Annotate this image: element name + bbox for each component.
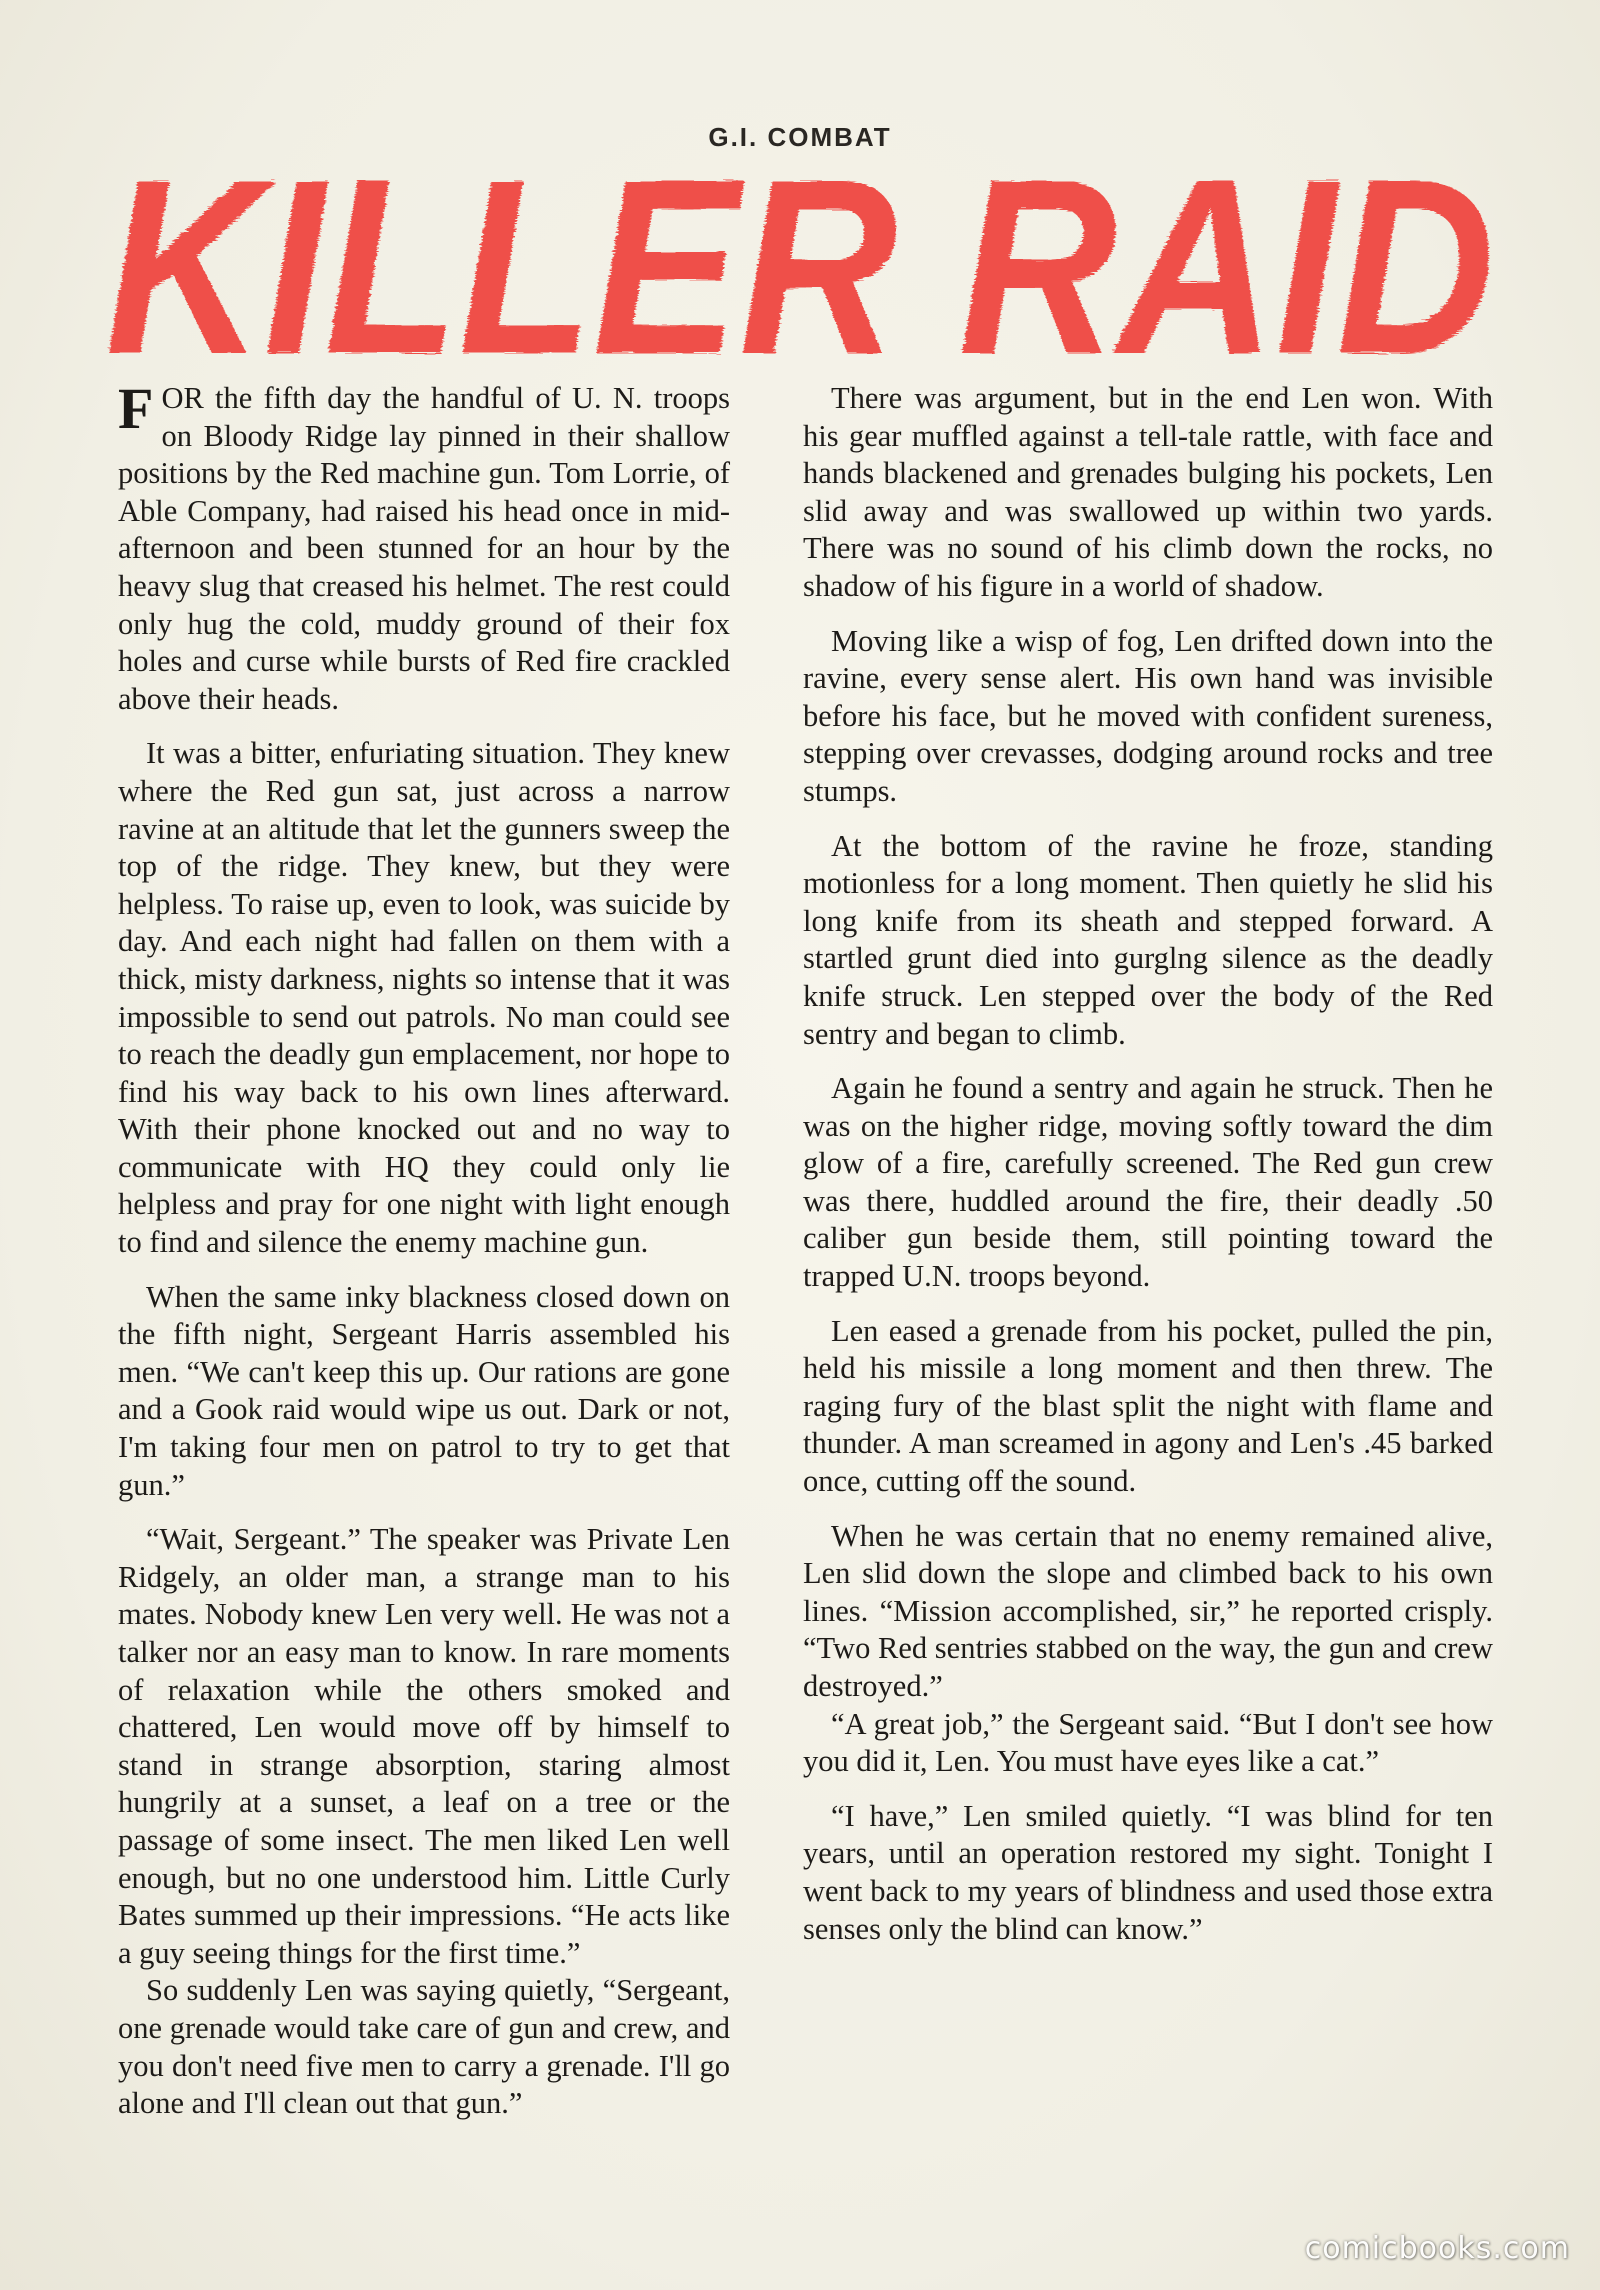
story-title-graphic [100, 148, 1500, 378]
paragraph-8: At the bottom of the ravine he froze, standing motionless for a long moment. Then quietly he slid his long knife from its sheath and stepped forward. A startled grunt died into gurglng silence as the deadly knife struck. Len stepped over the body of the Red sentry and began to climb. [803, 828, 1493, 1051]
story-title-text: KILLER RAID [105, 148, 1495, 378]
paragraph-10: Len eased a grenade from his pocket, pulled the pin, held his missile a long moment and then threw. The raging fury of the blast split the night with flame and thunder. A man screamed in agony and Len's .45 barked once, cutting off the sound. [803, 1313, 1493, 1499]
paragraph-12: “A great job,” the Sergeant said. “But I don't see how you did it, Len. You must have eyes like a cat.” [803, 1706, 1493, 1779]
paragraph-9: Again he found a sentry and again he struck. Then he was on the higher ridge, moving softly toward the dim glow of a fire, carefully screened. The Red gun crew was there, huddled around the fire, their deadly .50 caliber gun beside them, still pointing toward the trapped U.N. troops beyond. [803, 1071, 1493, 1294]
right-column [803, 380, 1493, 1965]
paragraph-11: When he was certain that no enemy remained alive, Len slid down the slope and climbed back to his own lines. “Mission accomplished, sir,” he reported crisply. “Two Red sentries stabbed on the way, the gun and crew destroyed.” [803, 1518, 1493, 1703]
site-watermark: comicbooks.com [1304, 2231, 1570, 2266]
paragraph-1-text: OR the fifth day the handful of U. N. troops on Bloody Ridge lay pinned in their shallow positions by the Red machine gun. Tom Lorrie, of Able Company, had raised his head once in mid-afternoon and been stunned for an hour by the heavy slug that creased his helmet. The rest could only hug the cold, muddy ground of their fox holes and curse while bursts of Red fire crackled above their heads. [118, 381, 730, 716]
paragraph-1 [118, 376, 730, 718]
left-column [118, 376, 730, 2140]
paragraph-13: “I have,” Len smiled quietly. “I was blind for ten years, until an operation restored my sight. Tonight I went back to my years of blindness and used those extra senses only the blind can know.” [803, 1798, 1493, 1946]
paragraph-5: So suddenly Len was saying quietly, “Sergeant, one grenade would take care of gun and crew, and you don't need five men to carry a grenade. I'll go alone and I'll clean out that gun.” [118, 1973, 730, 2121]
paragraph-2: It was a bitter, enfuriating situation. They knew where the Red gun sat, just across a narrow ravine at an altitude that let the gunners sweep the top of the ridge. They knew, but they were helpless. To raise up, even to look, was suicide by day. And each night had fallen on them with a thick, misty darkness, nights so intense that it was impossible to send out patrols. No man could see to reach the deadly gun emplacement, nor hope to find his way back to his own lines afterward. With their phone knocked out and no way to communicate with HQ they could only lie helpless and pray for one night with light enough to find and silence the enemy machine gun. [118, 736, 730, 1260]
paragraph-3: When the same inky blackness closed down on the fifth night, Sergeant Harris assembled his men. “We can't keep this up. Our rations are gone and a Gook raid would wipe us out. Dark or not, I'm taking four men on patrol to try to get that gun.” [118, 1279, 730, 1502]
story-title [100, 148, 1500, 378]
paragraph-7: Moving like a wisp of fog, Len drifted down into the ravine, every sense alert. His own hand was invisible before his face, but he moved with confident sureness, stepping over crevasses, dodging around rocks and tree stumps. [803, 623, 1493, 808]
paragraph-4: “Wait, Sergeant.” The speaker was Private Len Ridgely, an older man, a strange man to his mates. Nobody knew Len very well. He was not a talker nor an easy man to know. In rare moments of relaxation while the others smoked and chattered, Len would move off by himself to stand in strange absorption, staring almost hungrily at a sunset, a leaf on a tree or the passage of some insect. The men liked Len well enough, but no one understood him. Little Curly Bates summed up their impressions. “He acts like a guy seeing things for the first time.” [118, 1522, 730, 1970]
publication-header: G.I. COMBAT [708, 122, 892, 152]
drop-cap: F [118, 376, 154, 441]
paragraph-6: There was argument, but in the end Len won. With his gear muffled against a tell-tale rattle, with face and hands blackened and grenades bulging his pockets, Len slid away and was swallowed up within two yards. There was no sound of his climb down the rocks, no shadow of his figure in a world of shadow. [803, 381, 1493, 603]
